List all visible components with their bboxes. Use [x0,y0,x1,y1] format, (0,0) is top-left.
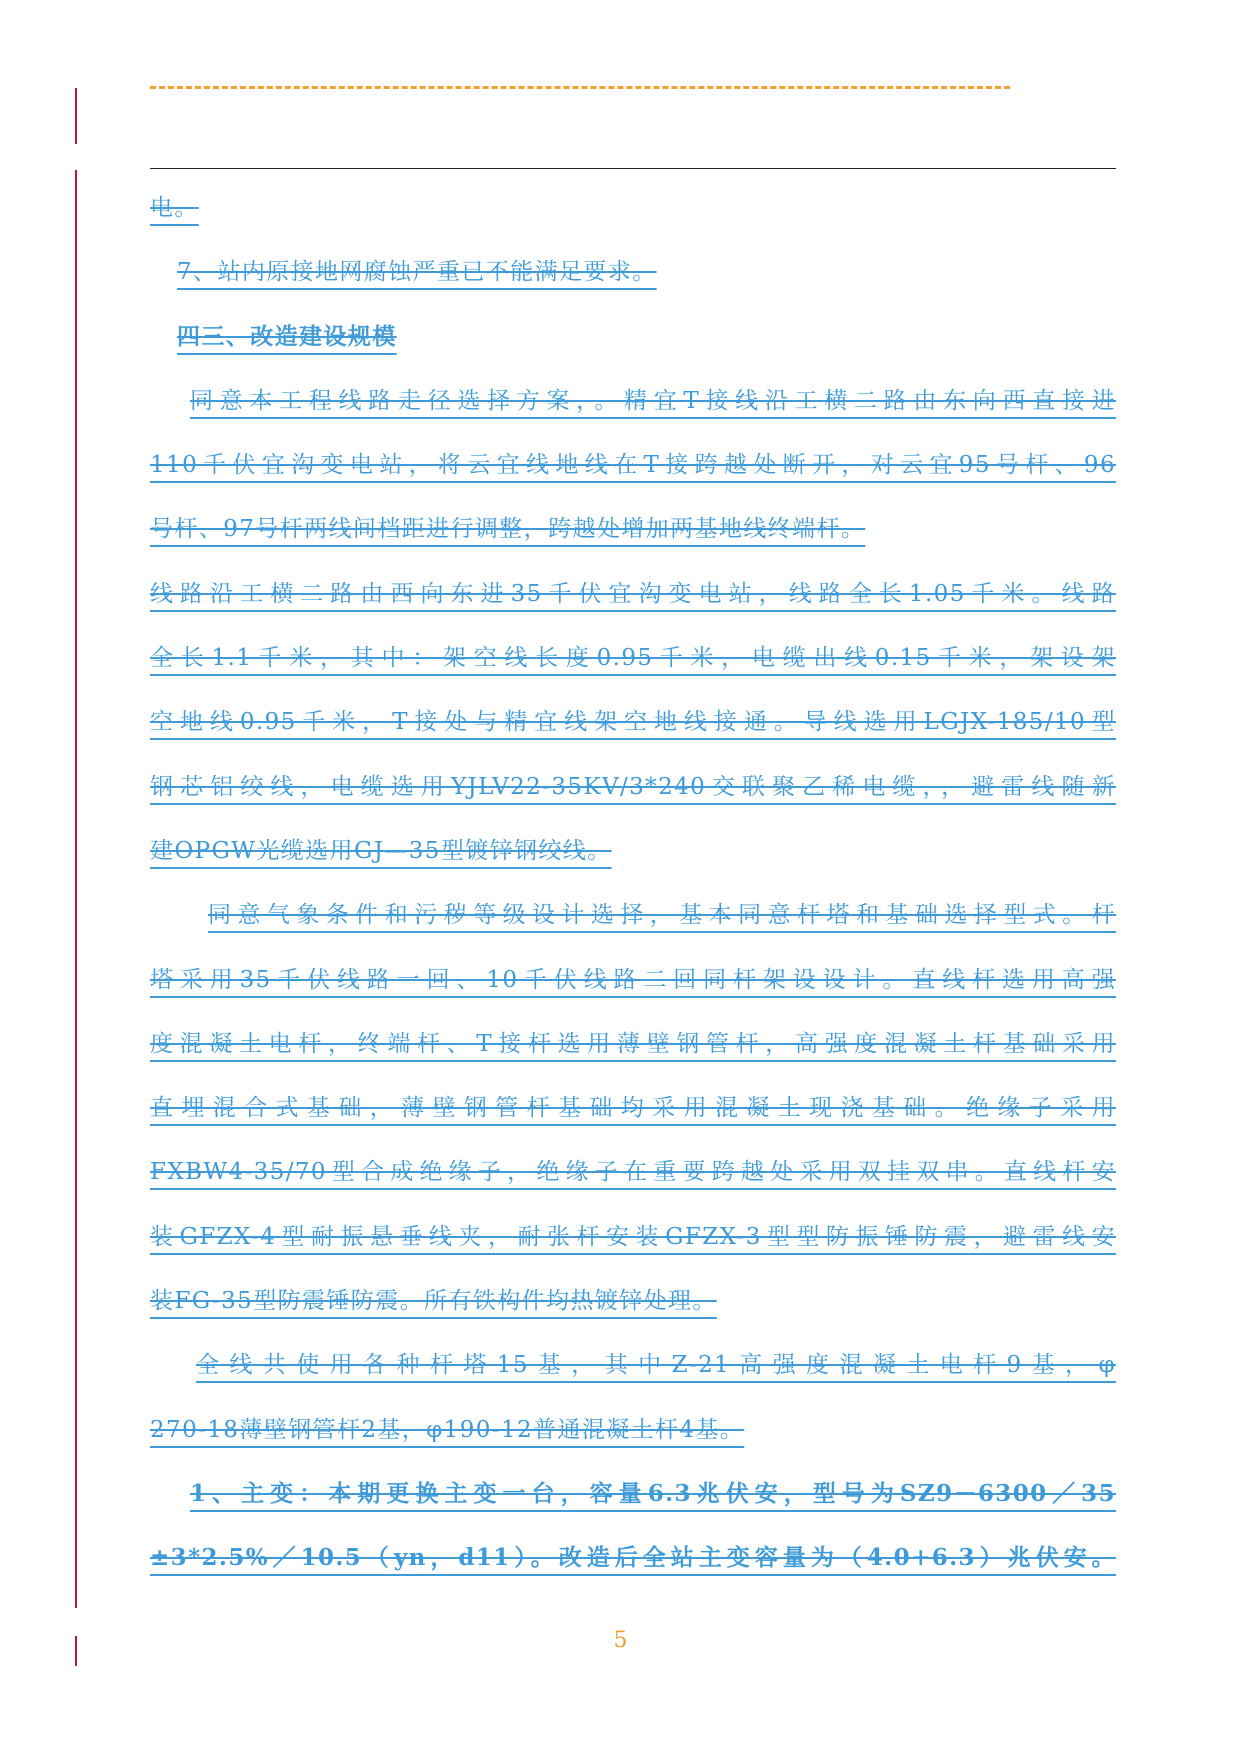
text-line: 空地线0.95千米，T接处与精宜线架空地线接通。导线选用LGJX-185/10型 [150,709,1116,736]
text-line: 1、主变：本期更换主变一台，容量6.3兆伏安，型号为SZ9－6300／35 [190,1479,1116,1507]
text-line: 度混凝土电杆，终端杆、T接杆选用薄壁钢管杆，高强度混凝土杆基础采用 [150,1030,1116,1057]
text-line: 270-18薄壁钢管杆2基，φ190-12普通混凝土杆4基。 [150,1416,745,1443]
text-line: ±3*2.5%／10.5（yn，d11）。改造后全站主变容量为（4.0+6.3）兆伏安。 [150,1544,1116,1572]
text-line: 线路沿工横二路由西向东进35千伏宜沟变电站，线路全长1.05千米。线路 [150,580,1116,607]
text-line: 全长1.1千米，其中：架空线长度0.95千米，电缆出线0.15千米，架设架 [150,645,1116,672]
text-line: 号杆、97号杆两线间档距进行调整，跨越处增加两基地线终端杆。 [150,516,866,543]
text-line: FXBW4-35/70型合成绝缘子，绝缘子在重要跨越处采用双挂双串。直线杆安 [150,1159,1116,1186]
header-rule [150,168,1116,169]
text-line: 全线共使用各种杆塔15基，其中Z-21高强度混凝土电杆9基，φ [196,1352,1116,1379]
text-line: 直埋混合式基础，薄壁钢管杆基础均采用混凝土现浇基础。绝缘子采用 [150,1095,1116,1122]
text-line: 装FG-35型防震锤防震。所有铁构件均热镀锌处理。 [150,1288,717,1315]
change-bar [75,170,77,1608]
text-line: 建OPGW光缆选用GJ—35型镀锌钢绞线。 [150,837,612,864]
text-line: 7、站内原接地网腐蚀严重已不能满足要求。 [177,259,657,286]
text-line: 钢芯铝绞线，电缆选用YJLV22-35KV/3*240交联聚乙稀电缆，，避雷线随新 [150,773,1116,800]
text-line: 塔采用35千伏线路一回、10千伏线路二回同杆架设设计。直线杆选用高强 [150,966,1116,993]
text-line: 装GFZX-4型耐振悬垂线夹，耐张杆安装GFZX-3型型防振锤防震，避雷线安 [150,1223,1116,1250]
page-number: 5 [613,1628,628,1653]
text-line: 电。 [150,195,199,221]
section-heading: 四三、改造建设规模 [177,322,397,350]
text-line: 同意气象条件和污秽等级设计选择，基本同意杆塔和基础选择型式。杆 [208,902,1116,929]
header-dashed-line [150,86,1010,89]
document-body [150,176,1116,1591]
change-bar [75,88,77,144]
text-line: 同意本工程线路走径选择方案，。精宜T接线沿工横二路由东向西直接进 [190,387,1116,414]
text-line: 110千伏宜沟变电站，将云宜线地线在T接跨越处断开，对云宜95号杆、96 [150,452,1116,479]
